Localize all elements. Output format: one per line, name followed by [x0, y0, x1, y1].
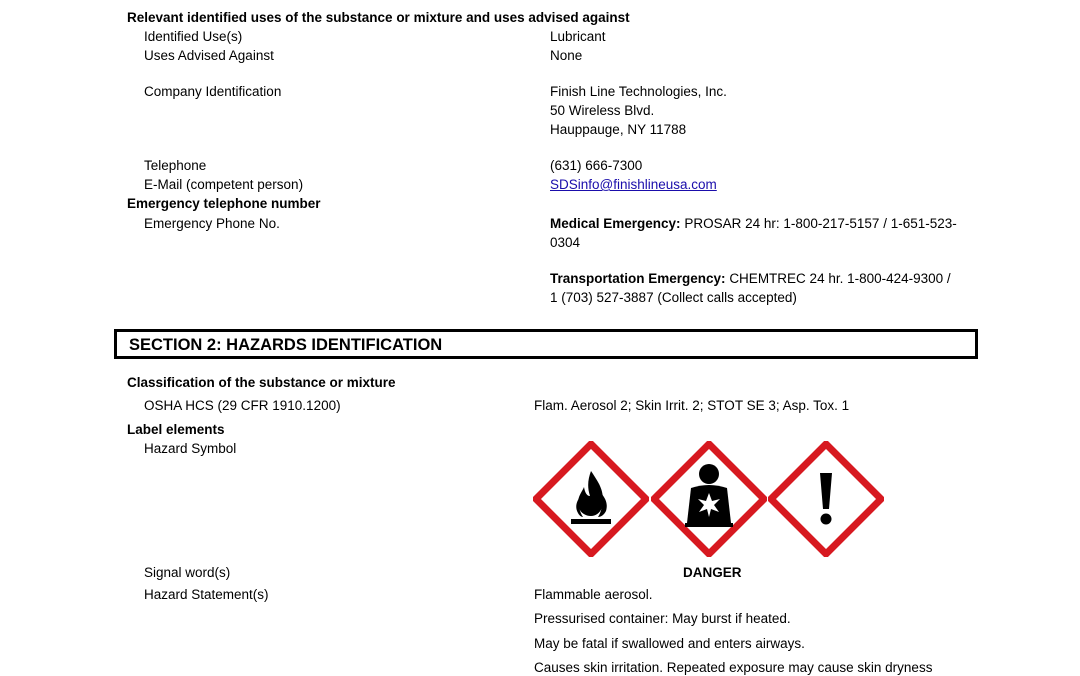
identified-uses-label: Identified Use(s)	[144, 29, 243, 44]
section-2-header	[114, 329, 978, 359]
company-identification-label: Company Identification	[144, 84, 282, 99]
transport-emergency-value: CHEMTREC 24 hr. 1-800-424-9300 /	[729, 271, 951, 286]
signal-word-label: Signal word(s)	[144, 565, 231, 580]
hazard-statement: Causes skin irritation. Repeated exposure may cause skin dryness	[534, 660, 933, 675]
company-address-line1: 50 Wireless Blvd.	[550, 103, 655, 118]
email-label: E-Mail (competent person)	[144, 177, 304, 192]
flame-icon	[533, 441, 649, 557]
medical-emergency-line2: 0304	[550, 235, 581, 250]
emergency-phone-label: Emergency Phone No.	[144, 216, 280, 231]
telephone-value: (631) 666-7300	[550, 158, 643, 173]
hazard-symbol-label: Hazard Symbol	[144, 441, 237, 456]
medical-emergency-value: PROSAR 24 hr: 1-800-217-5157 / 1-651-523-	[684, 216, 957, 231]
hazard-statement: Pressurised container: May burst if heated.	[534, 611, 791, 626]
transport-emergency-line2: 1 (703) 527-3887 (Collect calls accepted)	[550, 290, 797, 305]
label-elements-heading: Label elements	[127, 422, 225, 437]
email-link[interactable]: SDSinfo@finishlineusa.com	[550, 177, 717, 192]
emergency-telephone-heading: Emergency telephone number	[127, 196, 321, 211]
medical-emergency-label: Medical Emergency:	[550, 216, 681, 231]
osha-hcs-value: Flam. Aerosol 2; Skin Irrit. 2; STOT SE 3; Asp. Tox. 1	[534, 398, 850, 413]
health-hazard-icon	[651, 441, 767, 557]
transport-emergency-label: Transportation Emergency:	[550, 271, 726, 286]
medical-emergency-line1	[550, 216, 957, 232]
classification-heading: Classification of the substance or mixture	[127, 375, 396, 390]
uses-advised-against-value: None	[550, 48, 583, 63]
hazard-statement: May be fatal if swallowed and enters airways.	[534, 636, 805, 651]
exclamation-mark-icon	[768, 441, 884, 557]
transport-emergency-line1	[550, 271, 951, 287]
osha-hcs-label: OSHA HCS (29 CFR 1910.1200)	[144, 398, 341, 413]
company-name: Finish Line Technologies, Inc.	[550, 84, 727, 99]
hazard-statement: Flammable aerosol.	[534, 587, 653, 602]
company-address-line2: Hauppauge, NY 11788	[550, 122, 687, 137]
identified-uses-value: Lubricant	[550, 29, 606, 44]
signal-word-value: DANGER	[683, 565, 742, 580]
uses-advised-against-label: Uses Advised Against	[144, 48, 274, 63]
hazard-statements-label: Hazard Statement(s)	[144, 587, 269, 602]
relevant-uses-heading: Relevant identified uses of the substance or mixture and uses advised against	[127, 10, 630, 25]
telephone-label: Telephone	[144, 158, 207, 173]
section-2-title: SECTION 2: HAZARDS IDENTIFICATION	[129, 336, 443, 354]
